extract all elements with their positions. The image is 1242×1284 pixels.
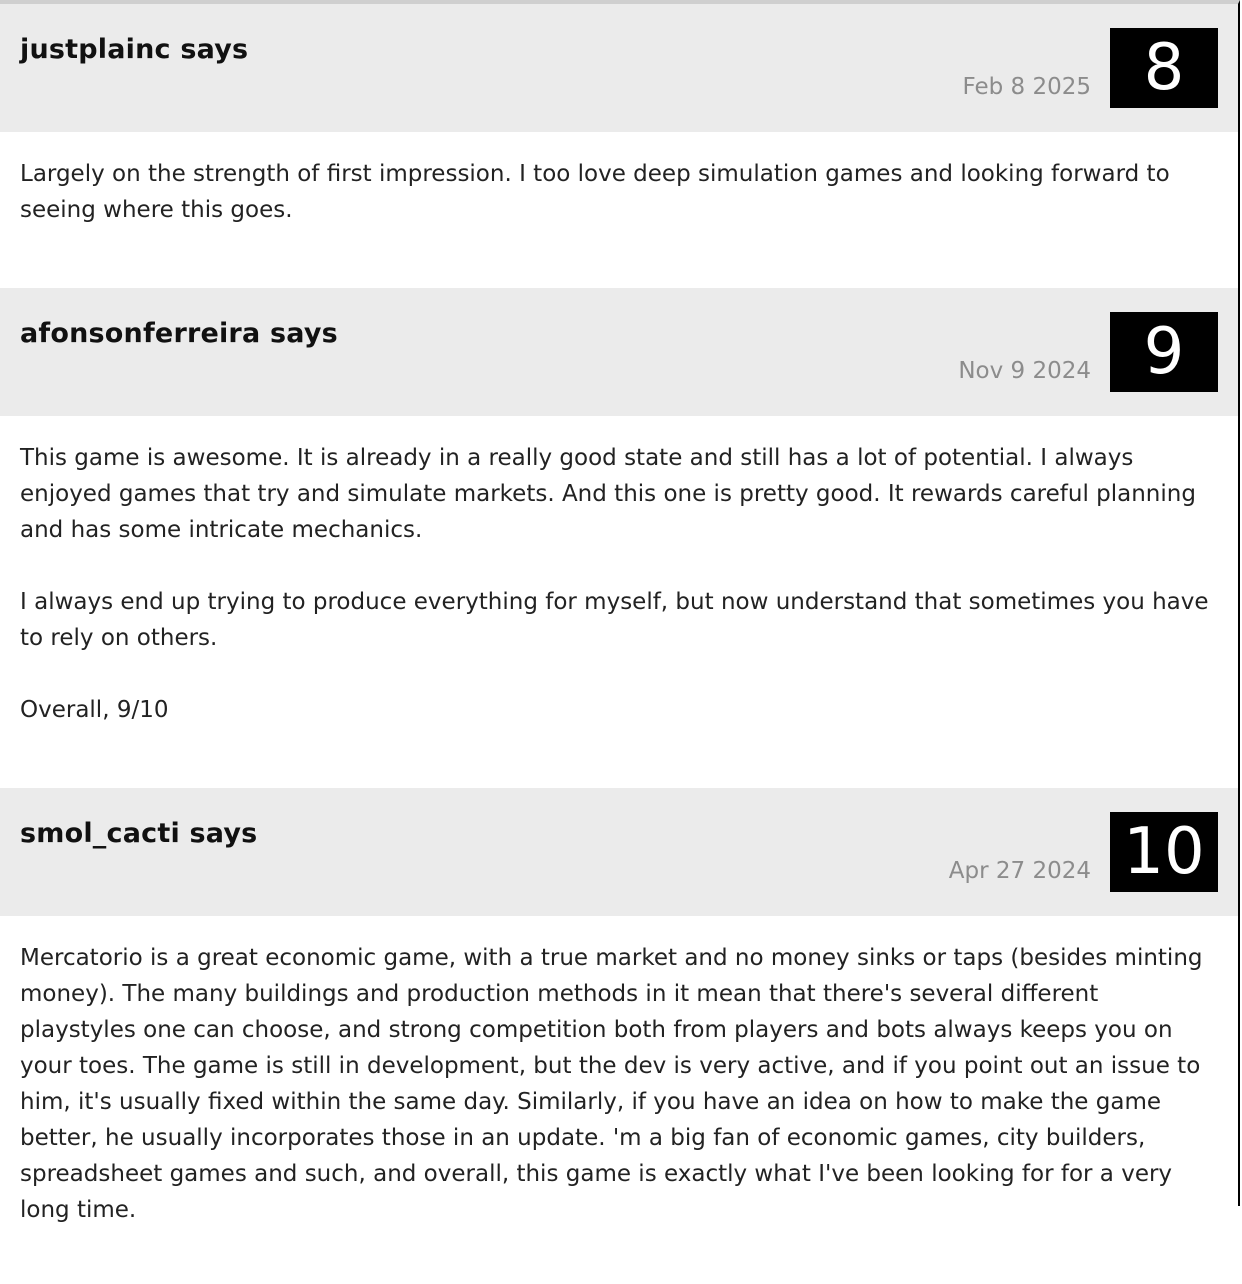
review-card <box>0 788 1238 1284</box>
review-body <box>0 132 1238 288</box>
review-card <box>0 4 1238 288</box>
review-card <box>0 288 1238 788</box>
review-paragraph: Mercatorio is a great economic game, with a true market and no money sinks or taps (besides minting money). The many buildings and production methods in it mean that there's several different playstyles one can choose, and strong competition both from players and bots always keeps you on your toes. The game is still in development, but the dev is very active, and if you point out an issue to him, it's usually fixed within the same day. Similarly, if you have an idea on how to make the game better, he usually incorporates those in an update. 'm a big fan of economic games, city builders, spreadsheet games and such, and overall, this game is exactly what I've been looking for for a very long time. <box>20 945 1203 1223</box>
review-date: Apr 27 2024 <box>948 858 1091 884</box>
score-badge: 9 <box>1110 312 1218 392</box>
review-header <box>0 4 1238 132</box>
reviewer-name[interactable]: afonsonferreira says <box>20 318 338 349</box>
review-body <box>0 916 1238 1284</box>
review-paragraph: I always end up trying to produce everything for myself, but now understand that sometimes you have to rely on others. <box>20 589 1209 651</box>
reviewer-name[interactable]: smol_cacti says <box>20 818 258 849</box>
review-date: Nov 9 2024 <box>958 358 1091 384</box>
review-paragraph: This game is awesome. It is already in a really good state and still has a lot of potential. I always enjoyed games that try and simulate markets. And this one is pretty good. It rewards careful planning and has some intricate mechanics. <box>20 445 1196 543</box>
review-header <box>0 788 1238 916</box>
review-paragraph: Largely on the strength of first impression. I too love deep simulation games and looking forward to seeing where this goes. <box>20 161 1170 223</box>
score-badge: 8 <box>1110 28 1218 108</box>
reviewer-name[interactable]: justplainc says <box>20 34 249 65</box>
review-paragraph: Overall, 9/10 <box>20 697 169 723</box>
review-header <box>0 288 1238 416</box>
review-body <box>0 416 1238 788</box>
score-badge: 10 <box>1110 812 1218 892</box>
review-date: Feb 8 2025 <box>962 74 1091 100</box>
